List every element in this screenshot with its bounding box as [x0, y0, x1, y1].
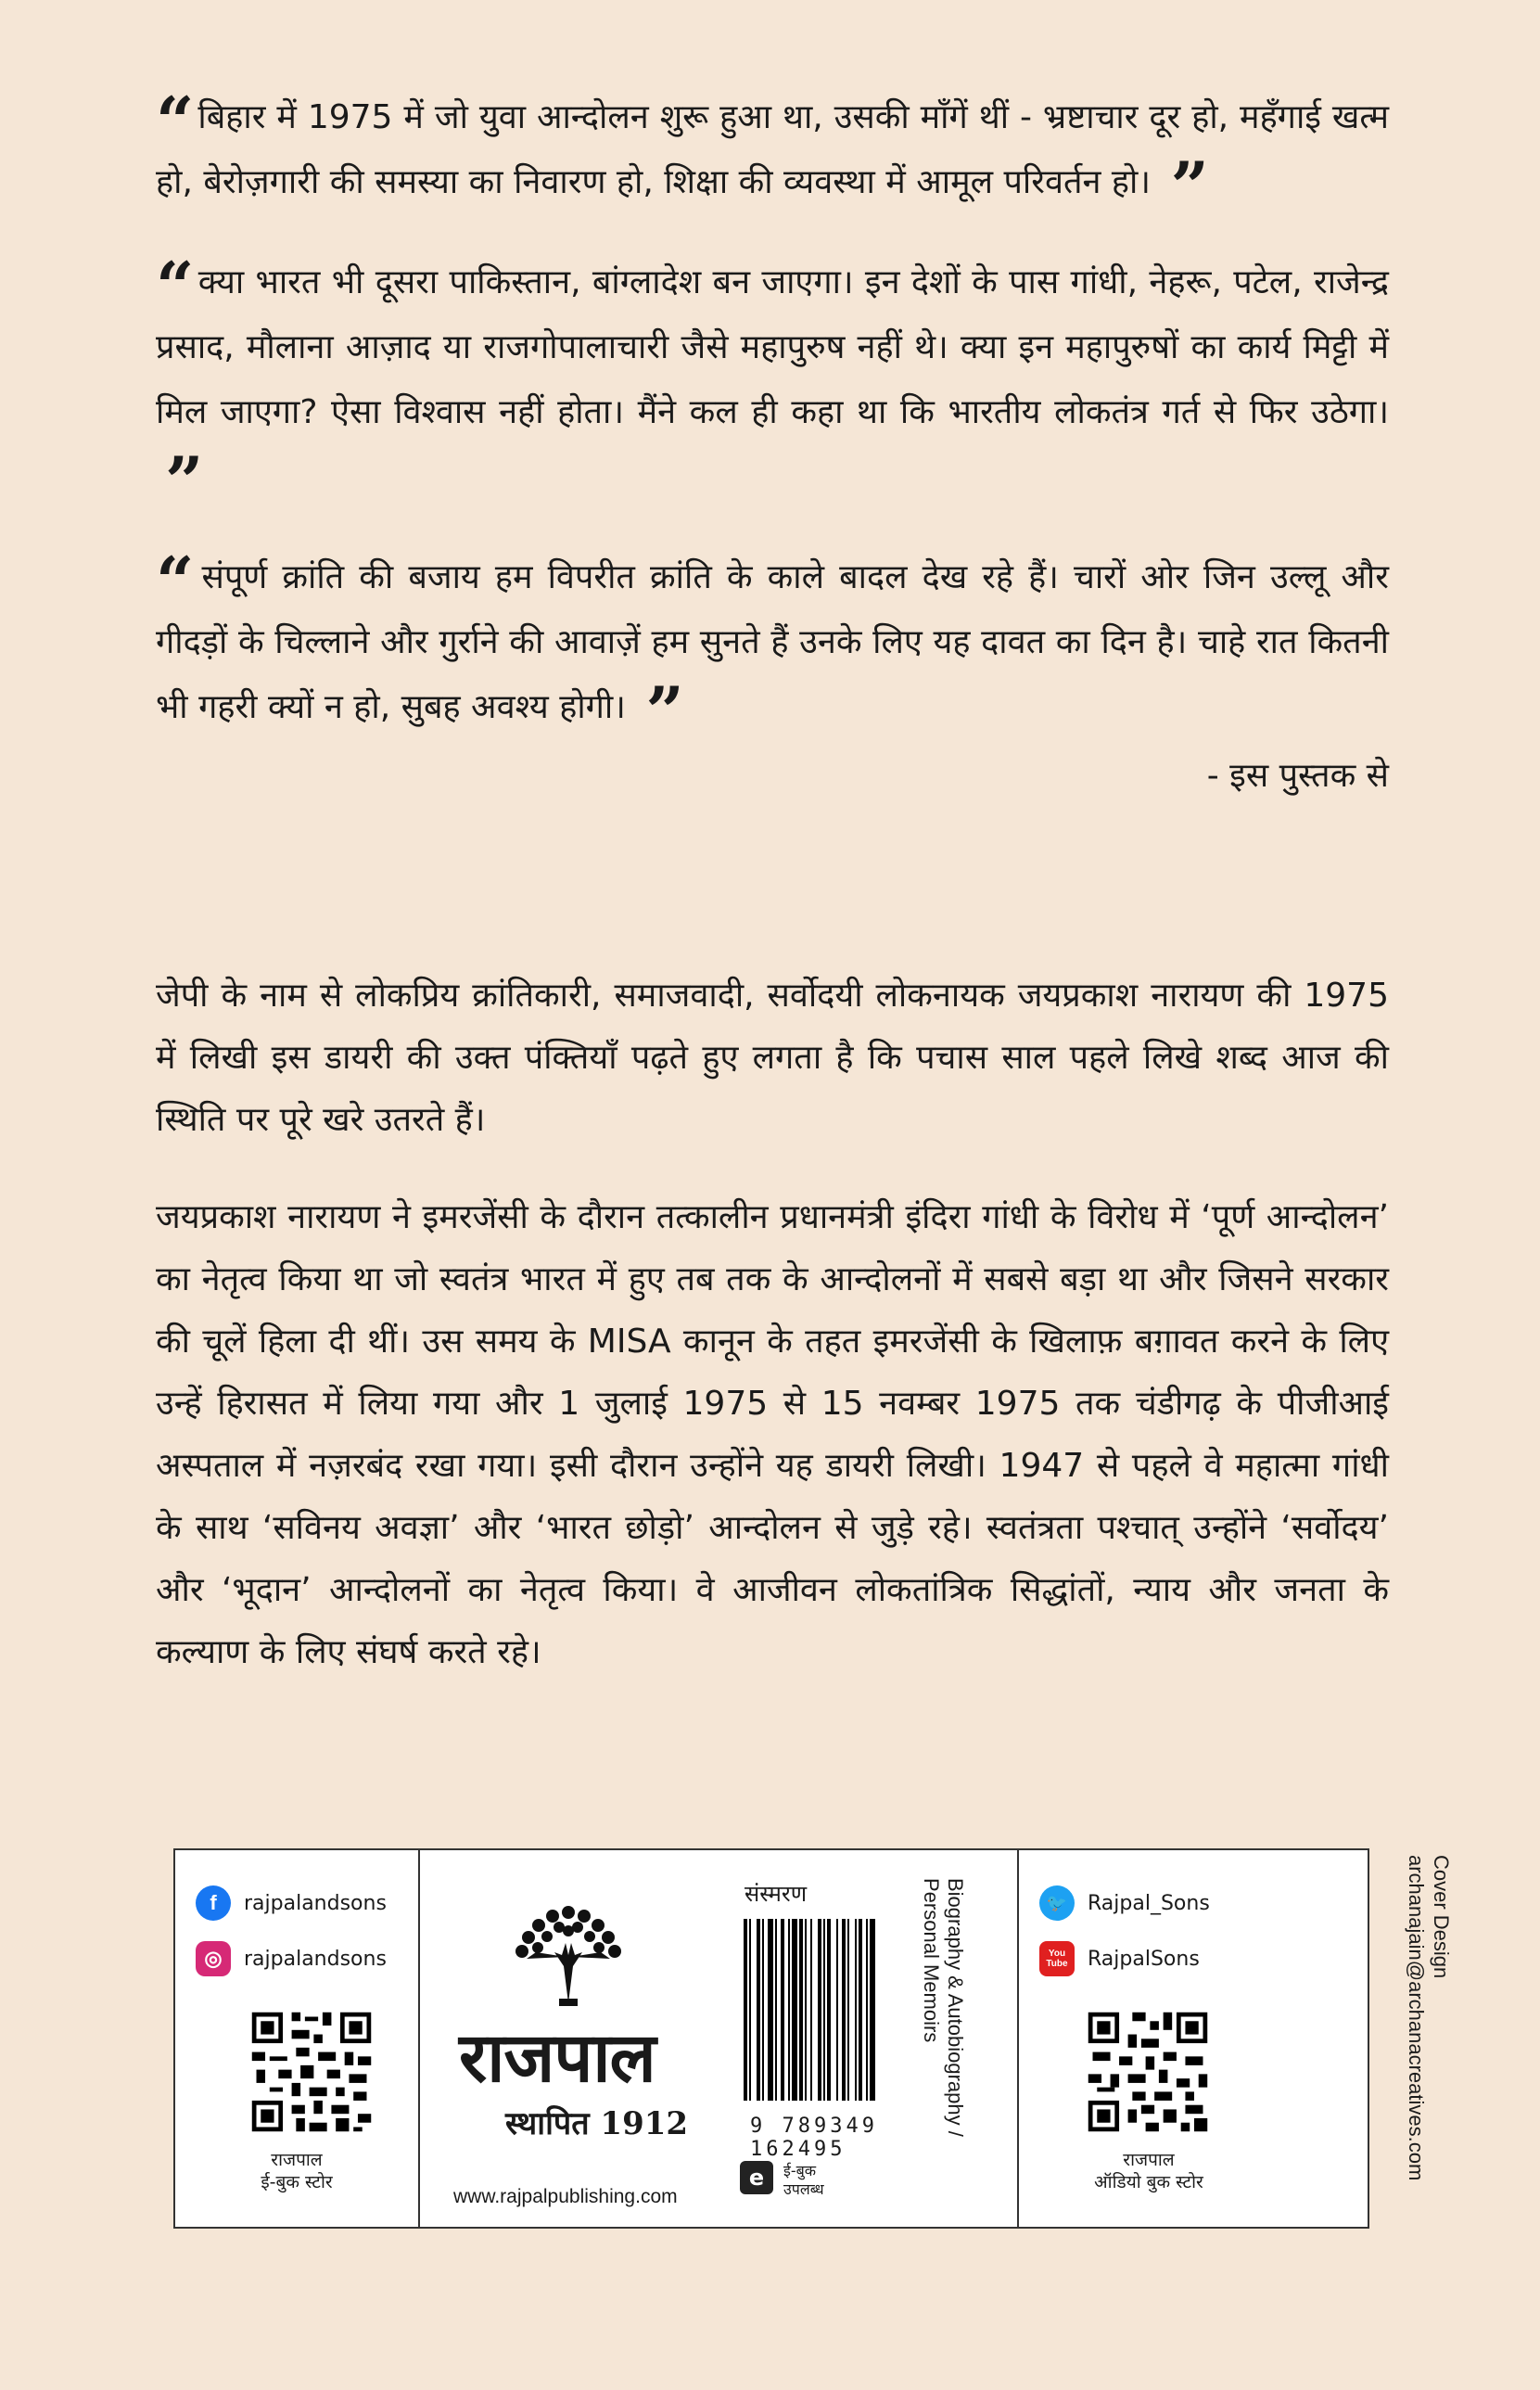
genre-english	[919, 1878, 967, 2137]
facebook-handle: rajpalandsons	[244, 1891, 387, 1915]
open-quote-mark: “	[156, 82, 187, 160]
ebook-store-qr-label	[175, 2149, 418, 2193]
tree-logo-icon	[508, 1901, 629, 2008]
instagram-handle: rajpalandsons	[244, 1947, 387, 1971]
ebook-store-qr-code[interactable]	[248, 2008, 375, 2136]
open-quote-mark: “	[156, 542, 187, 620]
close-quote-mark: ”	[645, 671, 677, 750]
cover-design-email: archanajain@archanacreatives.com	[1405, 1855, 1428, 2181]
genre-english-line-2: Personal Memoirs	[920, 1878, 943, 2043]
qr-label-line-2: ई-बुक स्टोर	[261, 2172, 333, 2192]
ebook-label-line-2: उपलब्ध	[783, 2180, 824, 2198]
genre-english-line-1: Biography & Autobiography /	[944, 1878, 967, 2137]
instagram-icon: ◎	[196, 1941, 231, 1976]
paragraph-2: जयप्रकाश नारायण ने इमरजेंसी के दौरान तत्कालीन प्रधानमंत्री इंदिरा गांधी के विरोध में ‘पूर्ण आन्दोलन’ का नेतृत्व किया था जो स्वतंत्र भारत में हुए तब तक के आन्दोलनों में सबसे बड़ा था और जिसने सरकार की चूलें हिला दी थीं। उस समय के MISA कानून के तहत इमरजेंसी के खिलाफ़ बग़ावत करने के लिए उन्हें हिरासत में लिया गया और 1 जुलाई 1975 से 15 नवम्बर 1975 तक चंडीगढ़ के पीजीआई अस्पताल में नज़रबंद रखा गया। इसी दौरान उन्होंने यह डायरी लिखी। 1947 से पहले वे महात्मा गांधी के साथ ‘सविनय अवज्ञा’ और ‘भारत छोड़ो’ आन्दोलन से जुड़े रहे। स्वतंत्रता पश्चात् उन्होंने ‘सर्वोदय’ और ‘भूदान’ आन्दोलनों का नेतृत्व किया। वे आजीवन लोकतांत्रिक सिद्धांतों, न्याय और जनता के कल्याण के लिए संघर्ष करते रहे।	[156, 1198, 1389, 1671]
cover-design-credit	[1404, 1855, 1454, 2180]
facebook-link[interactable]	[196, 1885, 387, 1921]
qr-label-line-1: राजपाल	[271, 2150, 323, 2170]
quote-text: बिहार में 1975 में जो युवा आन्दोलन शुरू हुआ था, उसकी माँगें थीं - भ्रष्टाचार दूर हो, महँगाई खत्म हो, बेरोज़गारी की समस्या का निवारण हो, शिक्षा की व्यवस्था में आमूल परिवर्तन हो।	[156, 98, 1389, 201]
close-quote-mark: ”	[1170, 147, 1202, 225]
isbn-number: 9 789349 162495	[750, 2115, 878, 2161]
description	[156, 965, 1389, 1719]
close-quote-mark: ”	[165, 441, 197, 520]
cover-design-label: Cover Design	[1430, 1855, 1453, 1979]
quotes-section	[156, 82, 1389, 809]
quote-text: संपूर्ण क्रांति की बजाय हम विपरीत क्रांति के काले बादल देख रहे हैं। चारों ओर जिन उल्लू और गीदड़ों के चिल्लाने और गुर्राने की आवाज़ें हम सुनते हैं उनके लिए यह दावत का दिन है। चाहे रात कितनी भी गहरी क्यों न हो, सुबह अवश्य होगी।	[156, 558, 1389, 726]
qr-label-line-2: ऑडियो बुक स्टोर	[1094, 2172, 1203, 2192]
publisher-info-panel	[173, 1848, 1369, 2229]
open-quote-mark: “	[156, 247, 187, 326]
twitter-link[interactable]	[1039, 1885, 1210, 1921]
audiobook-store-qr-code[interactable]	[1084, 2008, 1212, 2136]
ebook-label-line-1: ई-बुक	[783, 2162, 817, 2179]
social-right-column	[1019, 1850, 1368, 2227]
quote-attribution: - इस पुस्तक से	[1206, 757, 1389, 795]
ebook-icon: e	[740, 2161, 773, 2194]
quote-1	[156, 82, 1389, 225]
paragraph-1: जेपी के नाम से लोकप्रिय क्रांतिकारी, समाजवादी, सर्वोदयी लोकनायक जयप्रकाश नारायण की 1975 में लिखी इस डायरी की उक्त पंक्तियाँ पढ़ते हुए लगता है कि पचास साल पहले लिखे शब्द आज की स्थिति पर पूरे खरे उतरते हैं।	[156, 977, 1389, 1139]
facebook-icon: f	[196, 1885, 231, 1921]
quote-3	[156, 542, 1389, 750]
website-link[interactable]: www.rajpalpublishing.com	[453, 2186, 678, 2207]
ebook-available-label	[783, 2162, 824, 2199]
publisher-column	[420, 1850, 925, 2227]
instagram-link[interactable]	[196, 1941, 387, 1976]
audiobook-store-qr-label	[1019, 2149, 1279, 2193]
publisher-logo-text: राजपाल	[459, 2018, 655, 2098]
youtube-icon: You Tube	[1039, 1941, 1075, 1976]
genre-hindi: संस्मरण	[745, 1881, 808, 1907]
genre-english-column	[878, 1850, 1019, 2227]
twitter-icon: 🐦	[1039, 1885, 1075, 1921]
youtube-link[interactable]	[1039, 1941, 1200, 1976]
social-left-column	[175, 1850, 420, 2227]
established-year: स्थापित 1912	[505, 2105, 689, 2142]
quote-2	[156, 247, 1389, 520]
youtube-handle: RajpalSons	[1088, 1947, 1200, 1971]
twitter-handle: Rajpal_Sons	[1088, 1891, 1210, 1915]
qr-label-line-1: राजपाल	[1123, 2150, 1175, 2170]
quote-text: क्या भारत भी दूसरा पाकिस्तान, बांग्लादेश बन जाएगा। इन देशों के पास गांधी, नेहरू, पटेल, राजेन्द्र प्रसाद, मौलाना आज़ाद या राजगोपालाचारी जैसे महापुरुष नहीं थे। क्या इन महापुरुषों का कार्य मिट्टी में मिल जाएगा? ऐसा विश्वास नहीं होता। मैंने कल ही कहा था कि भारतीय लोकतंत्र गर्त से फिर उठेगा।	[156, 263, 1389, 431]
